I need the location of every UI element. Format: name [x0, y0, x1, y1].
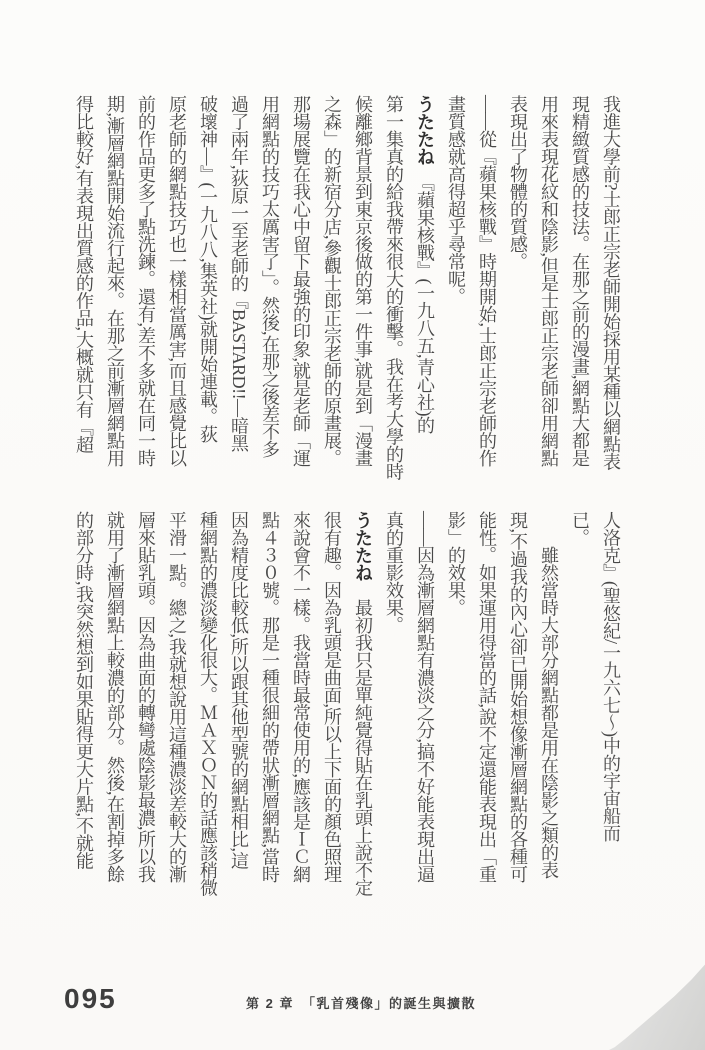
text-column: ——從『蘋果核戰』時期開始,士郎正宗老師的作: [477, 95, 497, 467]
text-column: 點４３０號。那是一種很細的帶狀漸層網點,當時: [260, 511, 280, 883]
speaker-name: うたたね: [415, 95, 435, 165]
text-column: ——因為漸層網點有濃淡之分,搞不好能表現出逼: [415, 511, 435, 883]
text-column: 因為精度比較低,所以跟其他型號的網點相比,這: [229, 511, 249, 869]
text-column: 用網點的技巧太厲害了」。然後,在那之後差不多: [260, 95, 280, 458]
page-number: 095: [64, 983, 117, 1014]
text-column: うたたね 最初我只是單純覺得貼在乳頭上說不定: [353, 511, 373, 896]
text-column: 很有趣。因為乳頭是曲面,所以上下面的顏色照理: [322, 511, 342, 883]
text-column: 層來貼乳頭。因為曲面的轉彎處陰影最濃,所以我: [136, 511, 156, 883]
text-column: 破壞神—』(一九八八,集英社)就開始連載。荻: [198, 95, 218, 443]
text-column: 那場展覽在我心中留下最強的印象,就是老師「運: [291, 95, 311, 467]
text-column: 人洛克』(聖悠紀/一九六七〜)中的宇宙船而: [601, 511, 621, 842]
text-column: 之森」的新宿分店,參觀士郎正宗老師的原畫展。: [322, 95, 342, 467]
text-column: 就用了漸層網點上較濃的部分。然後,在割掉多餘: [105, 511, 125, 883]
text-column: 過了兩年,荻原一至老師的『BASTARD!!—暗黑: [229, 95, 249, 452]
text-column: 現,不過我的內心卻已開始想像漸層網點的各種可: [508, 511, 528, 883]
text-column: 原老師的網點技巧也一樣相當厲害,而且感覺比以: [167, 95, 187, 467]
text-column: 雖然當時大部分網點都是用在陰影之類的表: [539, 511, 559, 879]
text-column: 來說會不一樣。我當時最常使用的,應該是ＩＣ網: [291, 511, 311, 883]
chapter-footer: 第 2 章 「乳首殘像」的誕生與擴散: [246, 996, 476, 1011]
text-column: 已。: [570, 511, 590, 546]
text-column: 種網點的濃淡變化很大。ＭＡＸＯＮ的話應該稍微: [198, 511, 218, 896]
text-column: 第一集真的給我帶來很大的衝擊。我在考大學的時: [384, 95, 404, 480]
text-column: 我進大學前?士郎正宗老師開始採用某種以網點表: [601, 95, 621, 470]
text-column: 的部分時,我突然想到如果貼得更大片點,不就能: [74, 511, 94, 869]
text-column: 現精緻質感的技法。在那之前的漫畫,網點大都是: [570, 95, 590, 467]
text-column: 真的重影效果。: [384, 511, 404, 634]
text-column: 期,漸層網點開始流行起來。在那之前漸層網點用: [105, 95, 125, 467]
text-column: 表現出了物體的質感。: [508, 95, 528, 270]
text-column: 候離鄉背景到東京後做的第一件事,就是到「漫畫: [353, 95, 373, 467]
text-column: 得比較好,有表現出質感的作品,大概就只有『超: [74, 95, 94, 453]
text-column: うたたね 『蘋果核戰』(一九八五,青心社)的: [415, 95, 435, 434]
text-column: 用來表現花紋和陰影,但是士郎正宗老師卻用網點: [539, 95, 559, 467]
text-column: 平滑一點。總之,我就想說用這種濃淡差較大的漸: [167, 511, 187, 883]
text-column: 能性。如果運用得當的話,說不定還能表現出「重: [477, 511, 497, 883]
text-column: 畫質感就高得超乎尋常呢。: [446, 95, 466, 305]
page-curl-shadow: [609, 956, 705, 1050]
text-column: 影」的效果。: [446, 511, 466, 616]
speaker-name: うたたね: [353, 511, 373, 581]
top-text-block: [66, 95, 626, 481]
bottom-text-block: [66, 511, 626, 897]
text-column: 前的作品更多了點洗鍊。還有,差不多就在同一時: [136, 95, 156, 467]
